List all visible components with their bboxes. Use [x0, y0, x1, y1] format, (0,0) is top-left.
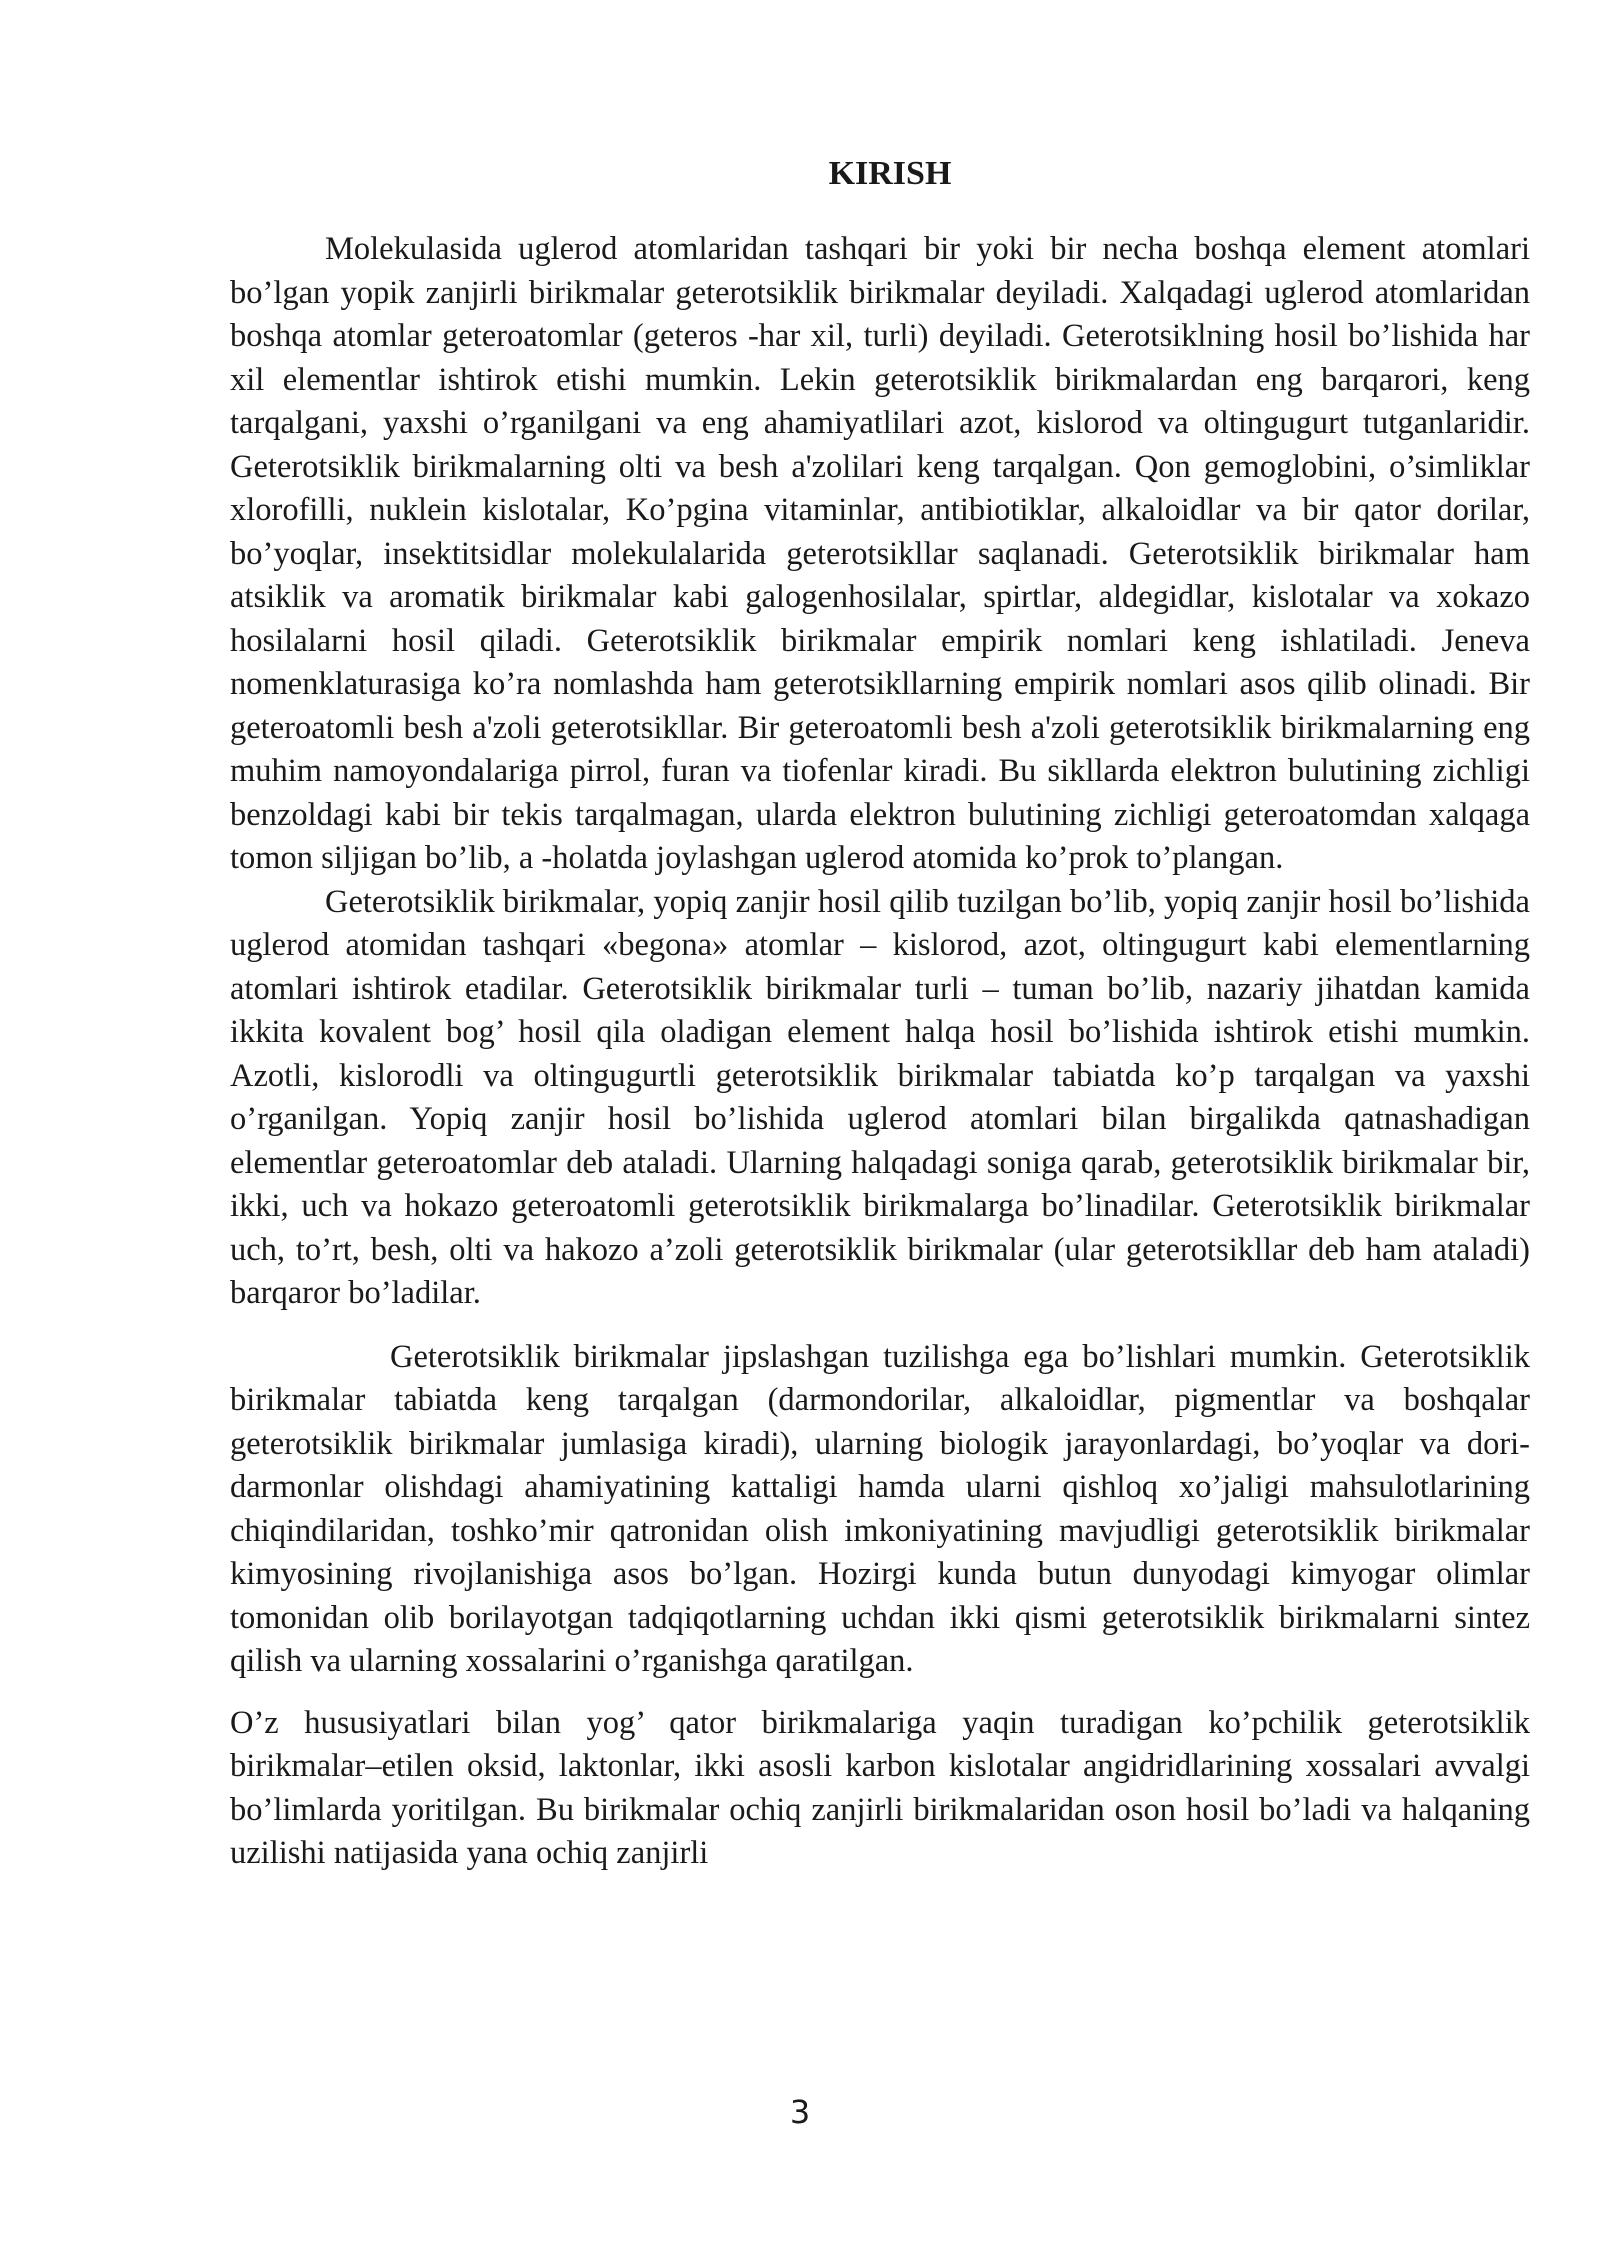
paragraph-2: Geterotsiklik birikmalar, yopiq zanjir hosil qilib tuzilgan bo’lib, yopiq zanjir hosil bo’lishida uglerod atomidan tashqari «begona» atomlar – kislorod, azot, oltingugurt kabi elementlarning atomlari ishtirok etadilar. Geterotsiklik birikmalar turli – tuman bo’lib, nazariy jihatdan kamida ikkita kovalent bog’ hosil qila oladigan element halqa hosil bo’lishida ishtirok etishi mumkin. Azotli, kislorodli va oltingugurtli geterotsiklik birikmalar tabiatda ko’p tarqalgan va yaxshi o’rganilgan. Yopiq zanjir hosil bo’lishida uglerod atomlari bilan birgalikda qatnashadigan elementlar geteroatomlar deb ataladi. Ularning halqadagi soniga qarab, geterotsiklik birikmalar bir, ikki, uch va hokazo geteroatomli geterotsiklik birikmalarga bo’linadilar. Geterotsiklik birikmalar uch, to’rt, besh, olti va hakozo a’zoli geterotsiklik birikmalar (ular geterotsikllar deb ham ataladi) barqaror bo’ladilar. [230, 883, 1530, 1311]
page-title: KIRISH [828, 155, 952, 192]
document-page [230, 150, 1530, 1876]
page-number: 3 [789, 2093, 811, 2131]
paragraph-3: Geterotsiklik birikmalar jipslashgan tuzilishga ega bo’lishlari mumkin. Geterotsiklik birikmalar tabiatda keng tarqalgan (darmondorilar, alkaloidlar, pigmentlar va boshqalar geterotsiklik birikmalar jumlasiga kiradi), ularning biologik jarayonlardagi, bo’yoqlar va dori-darmonlar olishdagi ahamiyatining kattaligi hamda ularni qishloq xo’jaligi mahsulotlarining chiqindilaridan, toshko’mir qatronidan olish imkoniyatining mavjudligi geterotsiklik birikmalar kimyosining rivojlanishiga asos bo’lgan. Hozirgi kunda butun dunyodagi kimyogar olimlar tomonidan olib borilayotgan tadqiqotlarning uchdan ikki qismi geterotsiklik birikmalarni sintez qilish va ularning xossalarini o’rganishga qaratilgan. [230, 1338, 1530, 1679]
paragraph-4: O’z hususiyatlari bilan yog’ qator birikmalariga yaqin turadigan ko’pchilik geterotsiklik birikmalar–etilen oksid, laktonlar, ikki asosli karbon kislotalar angidridlarining xossalari avvalgi bo’limlarda yoritilgan. Bu birikmalar ochiq zanjirli birikmalaridan oson hosil bo’ladi va halqaning uzilishi natijasida yana ochiq zanjirli [230, 1704, 1530, 1871]
paragraph-1: Molekulasida uglerod atomlaridan tashqari bir yoki bir necha boshqa element atomlari bo’lgan yopik zanjirli birikmalar geterotsiklik birikmalar deyiladi. Xalqadagi uglerod atomlaridan boshqa atomlar geteroatomlar (geteros -har xil, turli) deyiladi. Geterotsiklning hosil bo’lishida har xil elementlar ishtirok etishi mumkin. Lekin geterotsiklik birikmalardan eng barqarori, keng tarqalgani, yaxshi o’rganilgani va eng ahamiyatlilari azot, kislorod va oltingugurt tutganlaridir. Geterotsiklik birikmalarning olti va besh a'zolilari keng tarqalgan. Qon gemoglobini, o’simliklar xlorofilli, nuklein kislotalar, Ko’pgina vitaminlar, antibiotiklar, alkaloidlar va bir qator dorilar, bo’yoqlar, insektitsidlar molekulalarida geterotsikllar saqlanadi. Geterotsiklik birikmalar ham atsiklik va aromatik birikmalar kabi galogenhosilalar, spirtlar, aldegidlar, kislotalar va xokazo hosilalarni hosil qiladi. Geterotsiklik birikmalar empirik nomlari keng ishlatiladi. Jeneva nomenklaturasiga ko’ra nomlashda ham geterotsikllarning empirik nomlari asos qilib olinadi. Bir geteroatomli besh a'zoli geterotsikllar. Bir geteroatomli besh a'zoli geterotsiklik birikmalarning eng muhim namoyondalariga pirrol, furan va tiofenlar kiradi. Bu sikllarda elektron bulutining zichligi benzoldagi kabi bir tekis tarqalmagan, ularda elektron bulutining zichligi geteroatomdan xalqaga tomon siljigan bo’lib, a -holatda joylashgan uglerod atomida ko’prok to’plangan. [230, 231, 1530, 876]
